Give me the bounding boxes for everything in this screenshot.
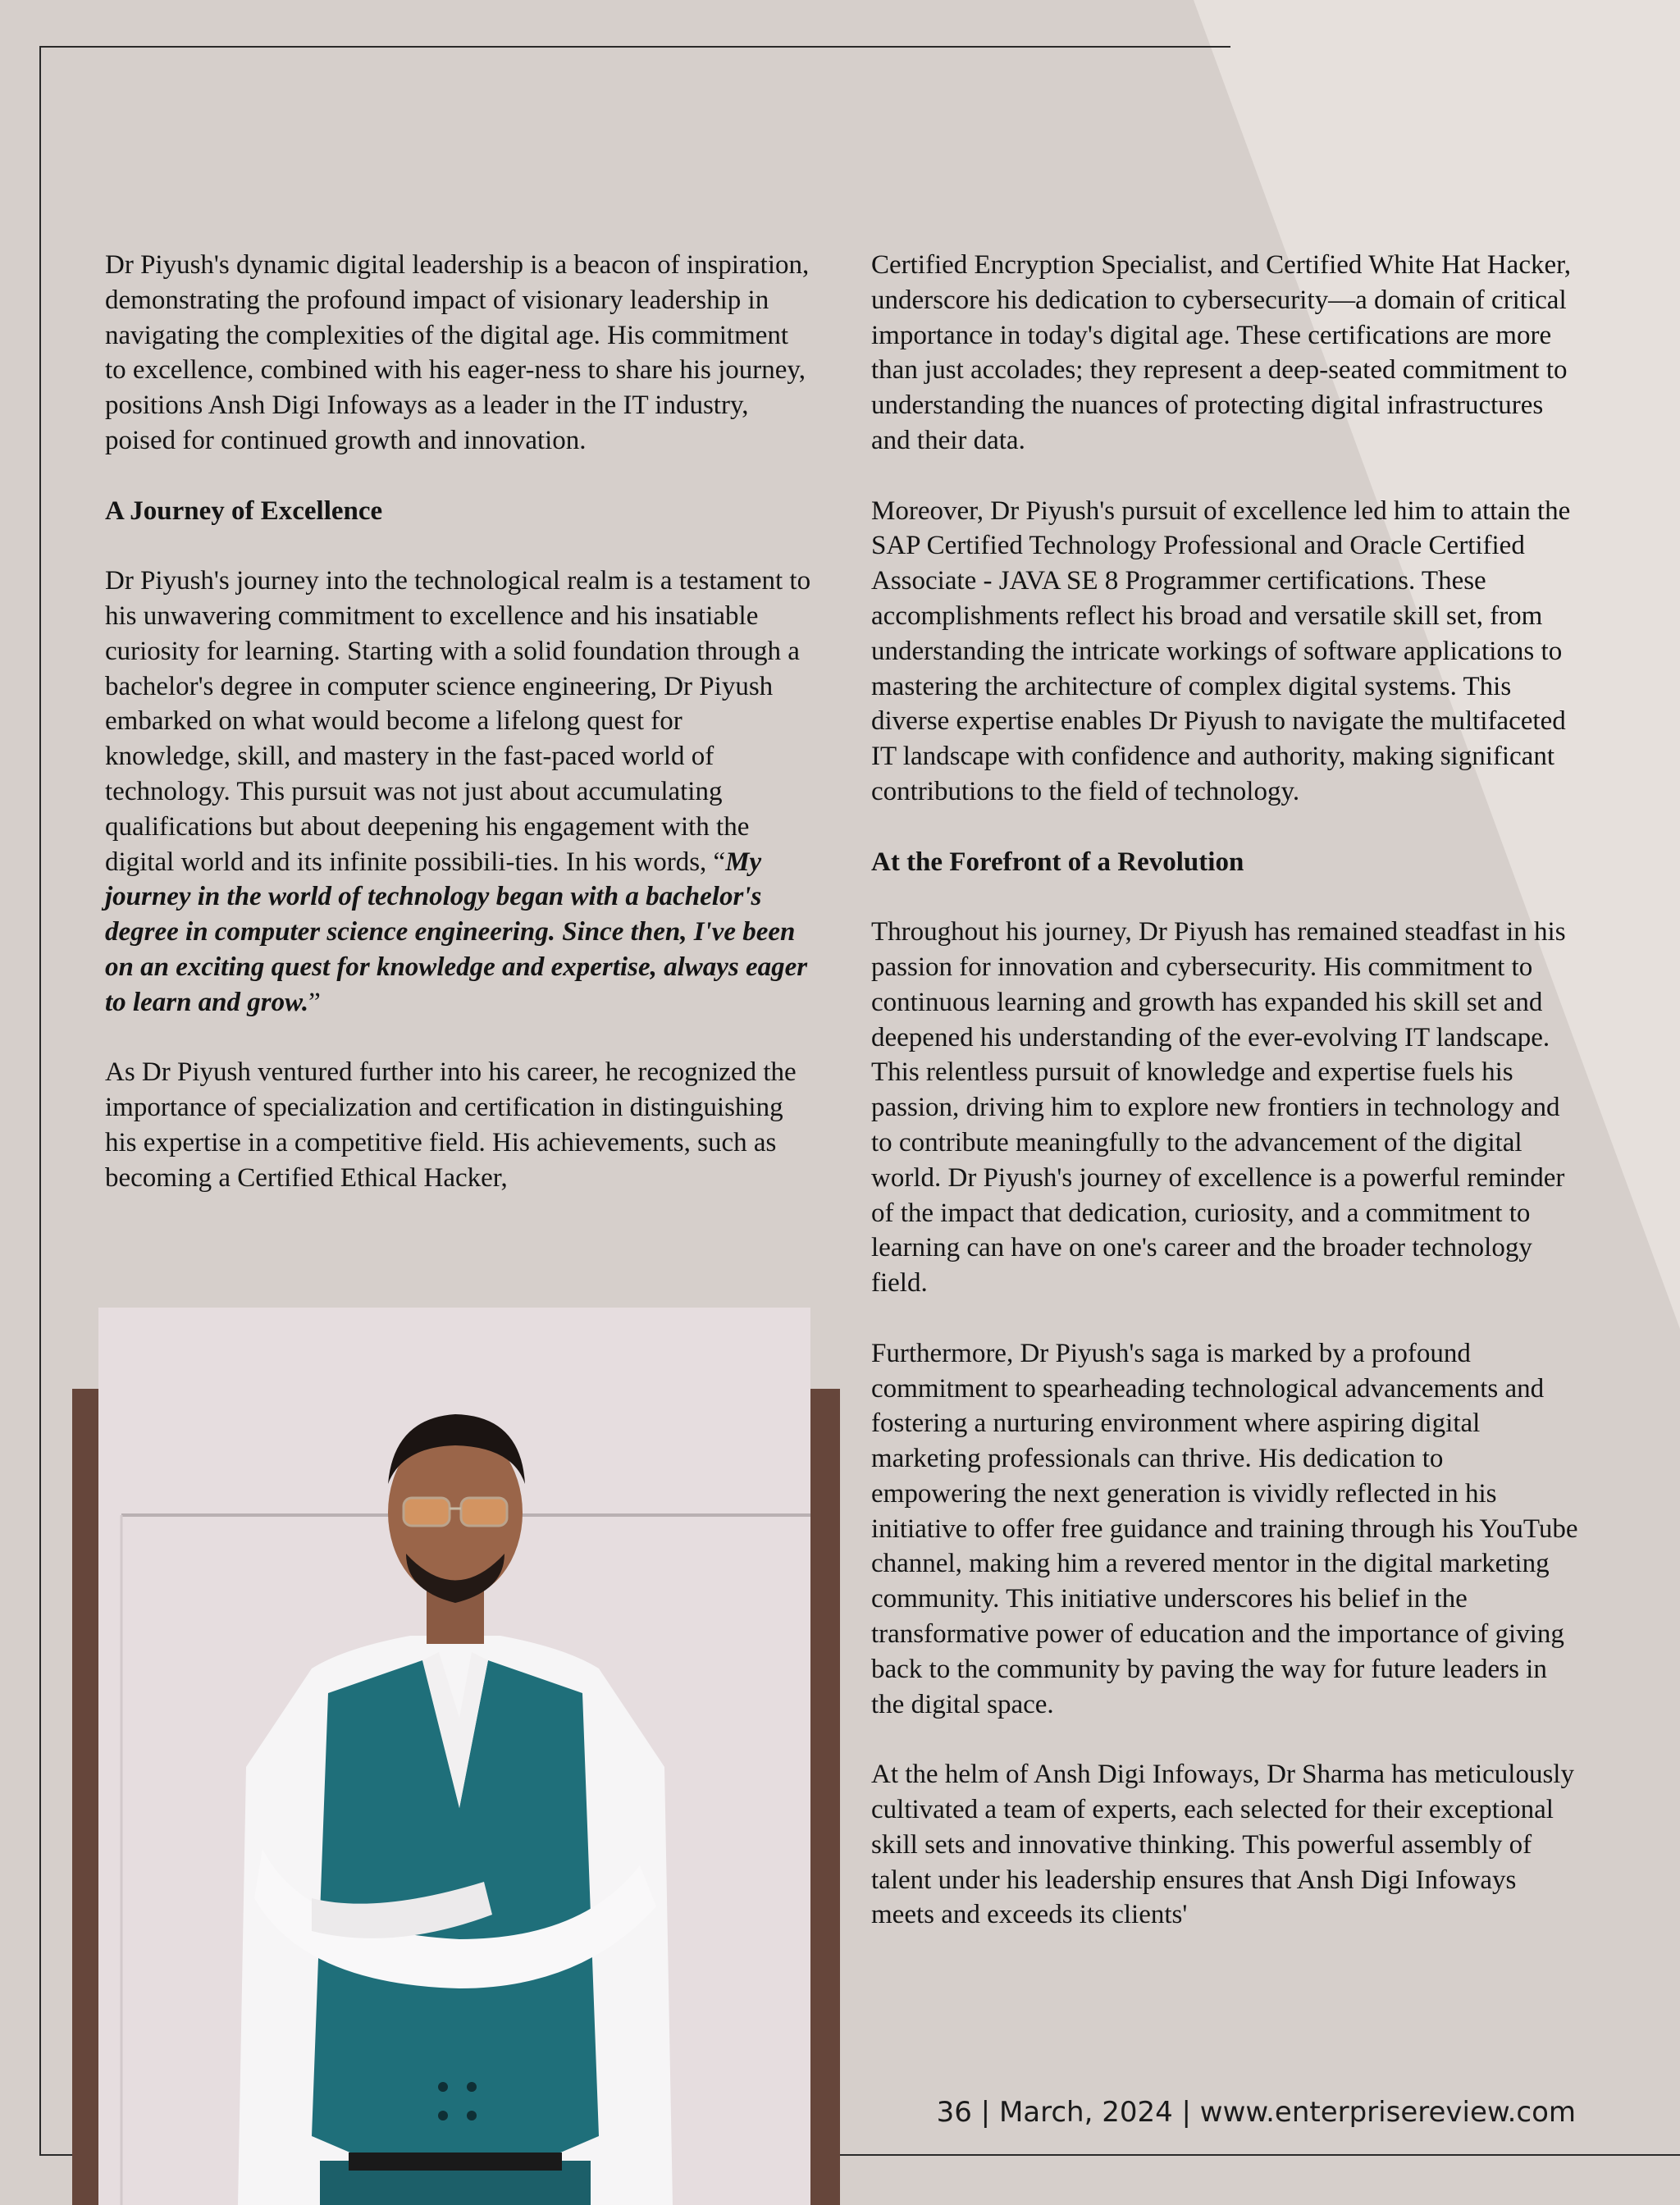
pull-quote: My journey in the world of technology began with a bachelor's degree in computer science engineering. Since then, I've been on an exciting quest for knowledge and expertise, always eager to learn and grow. [105,847,808,1017]
page-footer: 36 | March, 2024 | www.enterprisereview.com [936,2096,1576,2129]
certifications-paragraph: Certified Encryption Specialist, and Certified White Hat Hacker, underscore his dedication to cybersecurity—a domain of critical importance in today's digital age. These certifications are more than just accolades; they represent a deep-seated commitment to understanding the nuances of protecting digital infrastructures and their data. [871,250,1572,455]
sap-oracle-paragraph: Moreover, Dr Piyush's pursuit of excellence led him to attain the SAP Certified Technology Professional and Oracle Certified Associate - JAVA SE 8 Programmer certifications. These accomplishments reflect his broad and versatile skill set, from understanding the intricate workings of software applications to mastering the architecture of complex digital systems. This diverse expertise enables Dr Piyush to navigate the multifaceted IT landscape with confidence and authority, making significant contributions to the field of technology. [871,495,1571,806]
article-left-column [105,248,812,1230]
section-heading-revolution: At the Forefront of a Revolution [871,847,1244,877]
specialization-paragraph: As Dr Piyush ventured further into his career, he recognized the importance of specialization and certification in distinguishing his expertise in a competitive field. His achievements, such as becoming a Certified Ethical Hacker, [105,1057,797,1193]
journey-paragraph [105,564,812,1020]
quote-close-mark: ” [308,987,321,1017]
team-paragraph: At the helm of Ansh Digi Infoways, Dr Sharma has meticulously cultivated a team of experts, each selected for their exceptional skill sets and innovative thinking. This powerful assembly of talent under his leadership ensures that Ansh Digi Infoways meets and exceeds its clients' [871,1760,1574,1930]
article-right-column [871,248,1585,1968]
mentorship-paragraph: Furthermore, Dr Piyush's saga is marked by a profound commitment to spearheading technological advancements and fostering a nurturing environment where aspiring digital marketing professionals can thrive. His dedication to empowering the next generation is vividly reflected in his initiative to offer free guidance and training through his YouTube channel, making him a revered mentor in the digital marketing community. This initiative underscores his belief in the transformative power of education and the importance of giving back to the community by paving the way for future leaders in the digital space. [871,1338,1578,1719]
journey-paragraph-text: Dr Piyush's journey into the technological realm is a testament to his unwavering commitment to excellence and his insatiable curiosity for learning. Starting with a solid foundation through a bachelor's degree in computer science engineering, Dr Piyush embarked on what would become a lifelong quest for knowledge, skill, and mastery in the fast-paced world of technology. This pursuit was not just about accumulating qualifications but about deepening his engagement with the digital world and its infinite possibili-ties. In his words, “ [105,566,811,877]
portrait-illustration [98,1308,810,2205]
intro-paragraph: Dr Piyush's dynamic digital leadership is a beacon of inspiration, demonstrating the profound impact of visionary leadership in navigating the complexities of the digital age. His commitment to excellence, combined with his eager-ness to share his journey, positions Ansh Digi Infoways as a leader in the IT industry, poised for continued growth and innovation. [105,250,810,455]
section-heading-journey: A Journey of Excellence [105,495,383,526]
portrait-photo [98,1308,810,2205]
innovation-paragraph: Throughout his journey, Dr Piyush has remained steadfast in his passion for innovation and cybersecurity. His commitment to continuous learning and growth has expanded his skill set and deepened his understanding of the ever-evolving IT landscape. This relentless pursuit of knowledge and expertise fuels his passion, driving him to explore new frontiers in technology and to contribute meaningfully to the advancement of the digital world. Dr Piyush's journey of excellence is a powerful reminder of the impact that dedication, curiosity, and a commitment to learning can have on one's career and the broader technology field. [871,917,1566,1299]
